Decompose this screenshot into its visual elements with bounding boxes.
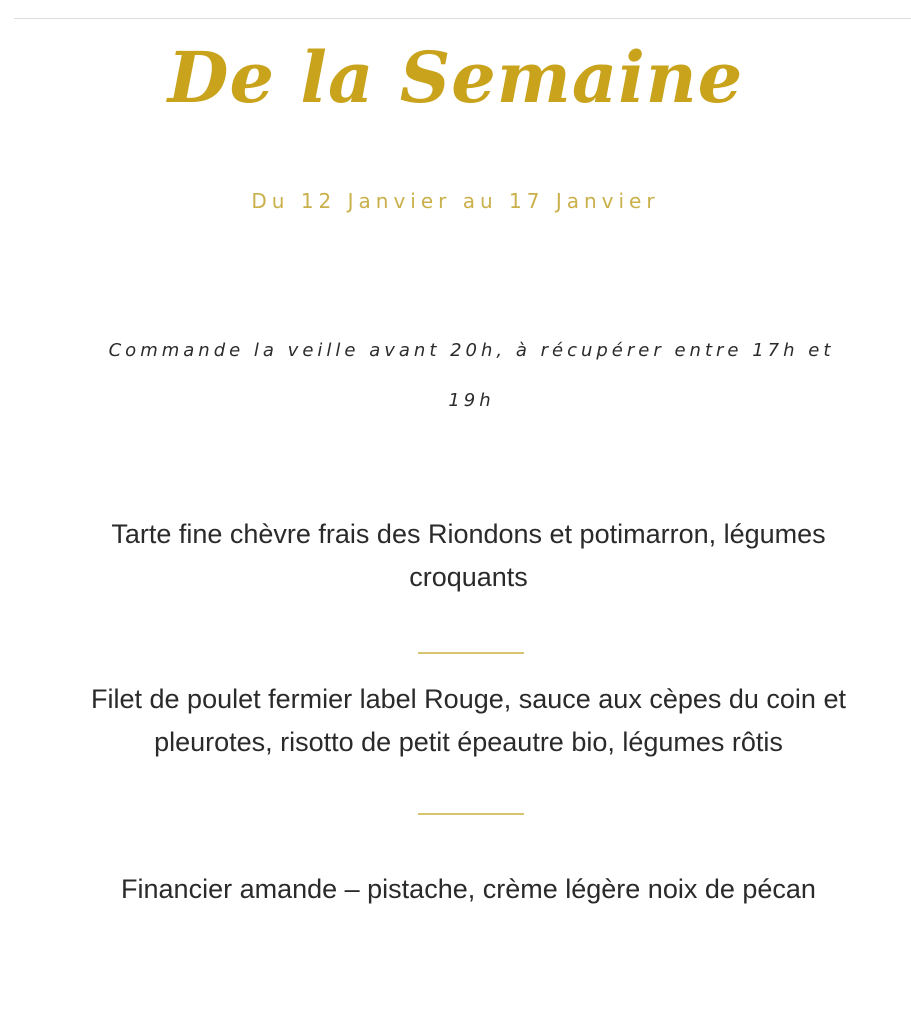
menu-item-main: Filet de poulet fermier label Rouge, sauce aux cèpes du coin et pleurotes, risotto de petit épeautre bio, légumes rôtis <box>91 684 846 757</box>
menu-item-starter: Tarte fine chèvre frais des Riondons et potimarron, légumes croquants <box>111 519 826 592</box>
menu-item-dessert: Financier amande – pistache, crème légère noix de pécan <box>121 874 816 904</box>
menu-separator <box>418 652 524 654</box>
order-note: Commande la veille avant 20h, à récupérer entre 17h et 19h <box>108 340 835 411</box>
top-divider <box>14 18 911 19</box>
menu-separator <box>418 813 524 815</box>
page-title: De la Semaine <box>167 36 744 119</box>
date-range: Du 12 Janvier au 17 Janvier <box>251 189 660 213</box>
